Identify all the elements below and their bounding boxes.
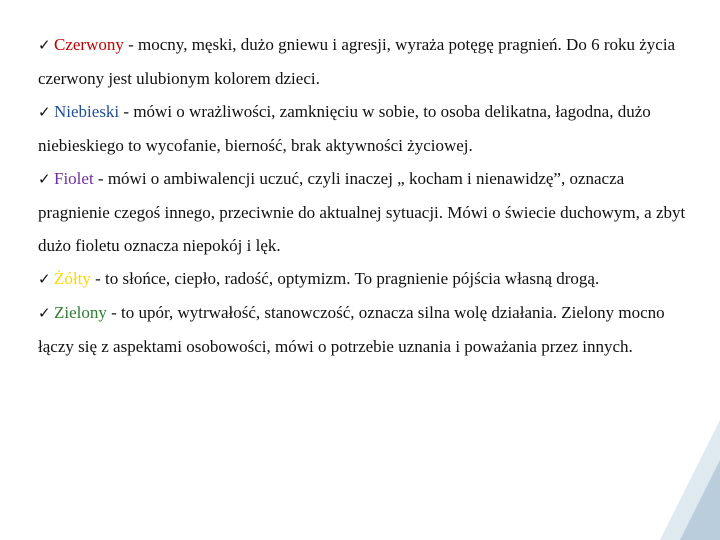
color-name-green: Zielony (54, 303, 107, 322)
bullet-text-yellow: - to słońce, ciepło, radość, optymizm. To pragnienie pójścia własną drogą. (90, 269, 600, 288)
corner-decoration (660, 420, 720, 540)
checkmark-icon: ✓ (38, 270, 51, 288)
bullet-text-violet: - mówi o ambiwalencji uczuć, czyli inaczej „ kocham i nienawidzę”, oznacza pragnienie czegoś innego, przeciwnie do aktualnej sytuacji. Mówi o świecie duchowym, a zbyt dużo fioletu oznacza niepokój i lęk. (38, 169, 686, 255)
checkmark-icon: ✓ (38, 36, 51, 54)
bullet-list (38, 28, 690, 363)
bullet-text-blue: - mówi o wrażliwości, zamknięciu w sobie, to osoba delikatna, łagodna, dużo niebieskiego to wycofanie, bierność, brak aktywności życiowej. (38, 102, 651, 155)
bullet-item-yellow (38, 262, 690, 296)
checkmark-icon: ✓ (38, 304, 51, 322)
color-name-violet: Fiolet (54, 169, 94, 188)
bullet-item-green (38, 296, 690, 363)
bullet-text-red: - mocny, męski, dużo gniewu i agresji, wyraża potęgę pragnień. Do 6 roku życia czerwony jest ulubionym kolorem dzieci. (38, 35, 676, 88)
checkmark-icon: ✓ (38, 103, 51, 121)
color-name-blue: Niebieski (54, 102, 120, 121)
bullet-item-red (38, 28, 690, 95)
color-name-red: Czerwony (54, 35, 124, 54)
checkmark-icon: ✓ (38, 170, 51, 188)
bullet-text-green: - to upór, wytrwałość, stanowczość, oznacza silna wolę działania. Zielony mocno łączy się z aspektami osobowości, mówi o potrzebie uznania i poważania przez innych. (38, 303, 665, 356)
bullet-item-violet (38, 162, 690, 262)
color-name-yellow: Żółty (54, 269, 91, 288)
bullet-item-blue (38, 95, 690, 162)
